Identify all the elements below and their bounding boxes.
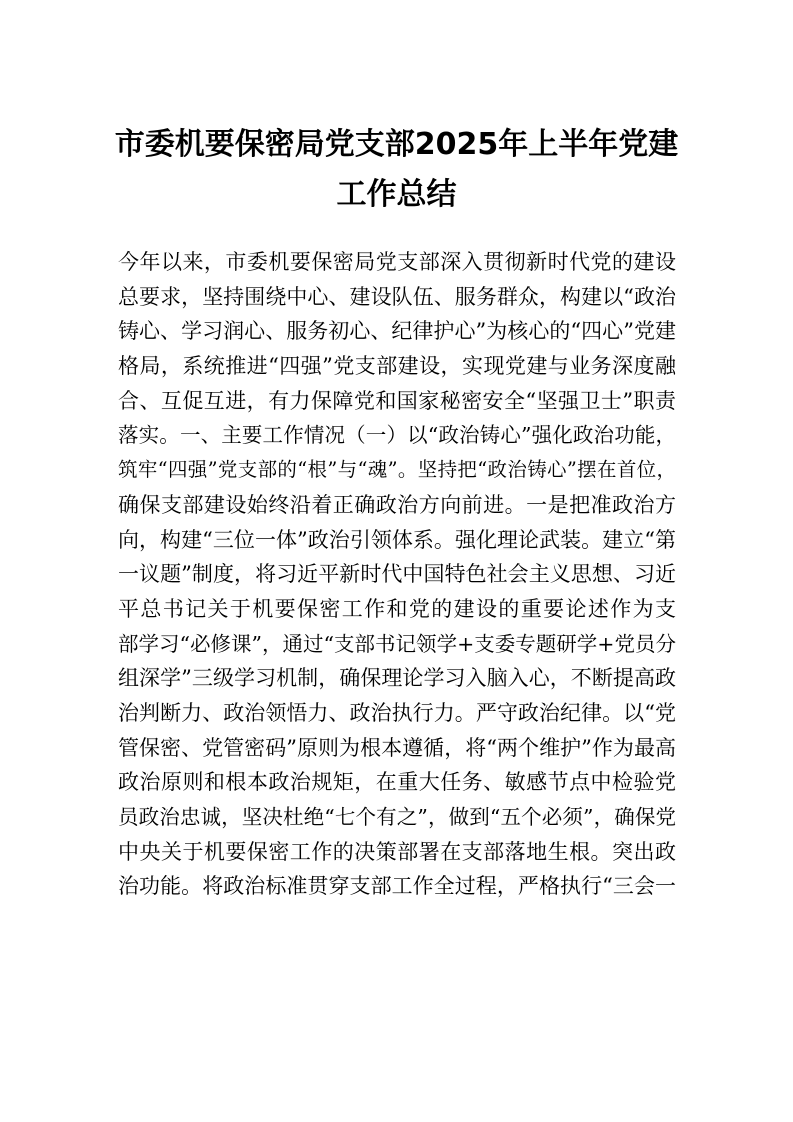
body-line: 总要求，坚持围绕中心、建设队伍、服务群众，构建以“政治 [118, 284, 676, 309]
body-line: 平总书记关于机要保密工作和党的建设的重要论述作为支 [118, 596, 676, 621]
body-line: 治判断力、政治领悟力、政治执行力。严守政治纪律。以“党 [118, 700, 676, 725]
body-line: 一议题”制度，将习近平新时代中国特色社会主义思想、习近 [118, 562, 676, 587]
body-line: 筑牢“四强”党支部的“根”与“魂”。坚持把“政治铸心”摆在首位， [118, 458, 676, 482]
body-line: 向，构建“三位一体”政治引领体系。强化理论武装。建立“第 [118, 527, 676, 552]
body-line: 治功能。将政治标准贯穿支部工作全过程，严格执行“三会一 [118, 874, 676, 899]
body-line: 组深学”三级学习机制，确保理论学习入脑入心，不断提高政 [118, 666, 676, 691]
document-title-line-1: 市委机要保密局党支部2025年上半年党建 [114, 127, 679, 162]
document-body [118, 245, 676, 904]
document-title-line-2: 工作总结 [336, 177, 457, 212]
body-line: 部学习“必修课”，通过“支部书记领学+支委专题研学+党员分 [118, 631, 676, 656]
body-line: 合、互促互进，有力保障党和国家秘密安全“坚强卫士”职责 [118, 388, 676, 413]
body-line: 落实。一、主要工作情况（一）以“政治铸心”强化政治功能， [118, 423, 676, 448]
body-line: 今年以来，市委机要保密局党支部深入贯彻新时代党的建设 [118, 250, 676, 274]
body-line: 确保支部建设始终沿着正确政治方向前进。一是把准政治方 [118, 492, 676, 517]
body-line: 中央关于机要保密工作的决策部署在支部落地生根。突出政 [118, 839, 676, 864]
body-line: 铸心、学习润心、服务初心、纪律护心”为核心的“四心”党建 [118, 319, 676, 344]
body-line: 政治原则和根本政治规矩，在重大任务、敏感节点中检验党 [118, 770, 676, 795]
body-line: 员政治忠诚，坚决杜绝“七个有之”，做到“五个必须”，确保党 [118, 805, 676, 829]
body-line: 管保密、党管密码”原则为根本遵循，将“两个维护”作为最高 [118, 735, 676, 760]
body-line: 格局，系统推进“四强”党支部建设，实现党建与业务深度融 [118, 354, 676, 379]
